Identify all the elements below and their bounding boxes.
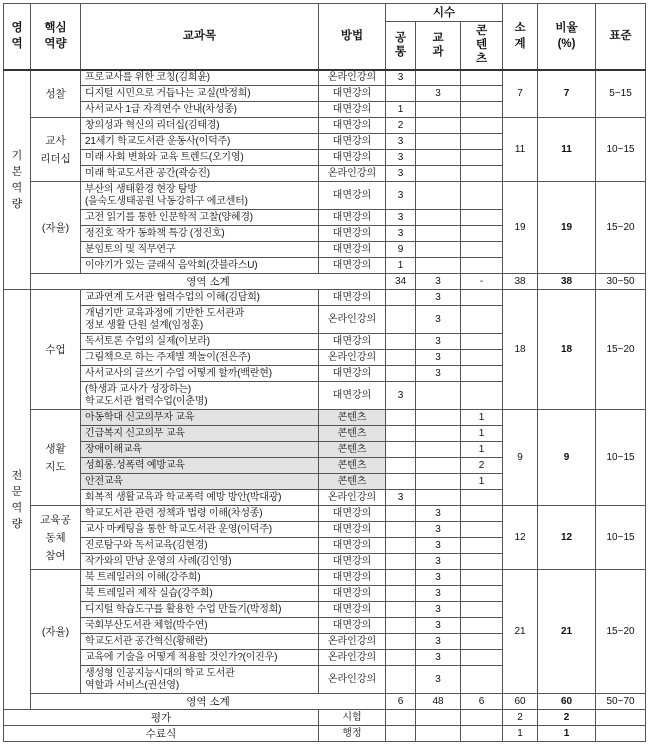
common-hours-cell: 3	[386, 134, 416, 150]
content-hours-cell: 1	[461, 474, 503, 490]
subtotal-cell: 21	[503, 570, 538, 694]
method-cell: 대면강의	[319, 506, 386, 522]
footer-label-cell: 평가	[4, 710, 319, 726]
ratio-cell: 11	[538, 118, 596, 182]
method-cell: 대면강의	[319, 554, 386, 570]
curriculum-hours-cell: 3	[416, 634, 461, 650]
common-hours-cell	[386, 522, 416, 538]
content-hours-cell	[461, 258, 503, 274]
curriculum-hours-cell: 3	[416, 290, 461, 306]
common-hours-cell	[386, 442, 416, 458]
method-cell: 온라인강의	[319, 70, 386, 86]
method-cell: 대면강의	[319, 522, 386, 538]
section-total-label: 영역 소계	[31, 694, 386, 710]
method-cell: 대면강의	[319, 242, 386, 258]
content-hours-cell	[461, 150, 503, 166]
content-hours-cell	[461, 226, 503, 242]
common-hours-cell: 3	[386, 382, 416, 410]
method-cell: 대면강의	[319, 258, 386, 274]
subject-cell: 디지털 학습도구를 활용한 수업 만들기(박정희)	[81, 602, 319, 618]
curriculum-hours-cell	[416, 134, 461, 150]
method-cell: 대면강의	[319, 602, 386, 618]
subject-cell: 21세기 학교도서관 운동사(이덕주)	[81, 134, 319, 150]
subject-cell: 진로탐구와 독서교육(김현경)	[81, 538, 319, 554]
ratio-cell: 9	[538, 410, 596, 506]
standard-cell: 30~50	[596, 274, 646, 290]
method-cell: 대면강의	[319, 210, 386, 226]
subject-cell: (학생과 교사가 성장하는) 학교도서관 협력수업(이춘명)	[81, 382, 319, 410]
curriculum-hours-cell: 3	[416, 666, 461, 694]
ratio-cell: 38	[538, 274, 596, 290]
content-hours-cell	[461, 306, 503, 334]
ratio-cell: 18	[538, 290, 596, 410]
common-hours-cell: 3	[386, 150, 416, 166]
common-hours-cell	[386, 602, 416, 618]
table-row	[4, 506, 646, 522]
header-curriculum: 교 과	[416, 22, 461, 70]
subject-cell: 미래 사회 변화와 교육 트렌드(오기영)	[81, 150, 319, 166]
content-hours-cell: 1	[461, 442, 503, 458]
curriculum-hours-cell	[416, 474, 461, 490]
common-hours-cell	[386, 350, 416, 366]
content-hours-cell	[461, 522, 503, 538]
subject-cell: 교사 마케팅을 통한 학교도서관 운영(이덕주)	[81, 522, 319, 538]
curriculum-hours-cell	[416, 710, 461, 726]
method-cell: 온라인강의	[319, 490, 386, 506]
method-cell: 온라인강의	[319, 166, 386, 182]
curriculum-hours-cell: 3	[416, 586, 461, 602]
common-hours-cell: 1	[386, 258, 416, 274]
method-cell: 대면강의	[319, 618, 386, 634]
ratio-cell: 1	[538, 726, 596, 742]
method-cell: 콘텐츠	[319, 474, 386, 490]
subject-cell: 부산의 생태환경 현장 탐방 (을숙도생태공원 낙동강하구 에코센터)	[81, 182, 319, 210]
common-hours-cell	[386, 426, 416, 442]
content-hours-cell: -	[461, 274, 503, 290]
competency-cell: (자율)	[31, 182, 81, 274]
subject-cell: 교과연계 도서관 협력수업의 이해(김담희)	[81, 290, 319, 306]
ratio-cell: 21	[538, 570, 596, 694]
common-hours-cell: 3	[386, 490, 416, 506]
common-hours-cell	[386, 538, 416, 554]
common-hours-cell	[386, 410, 416, 426]
curriculum-hours-cell	[416, 182, 461, 210]
curriculum-hours-cell: 3	[416, 350, 461, 366]
common-hours-cell	[386, 474, 416, 490]
common-hours-cell: 9	[386, 242, 416, 258]
content-hours-cell: 1	[461, 426, 503, 442]
standard-cell: 15~20	[596, 570, 646, 694]
subtotal-cell: 38	[503, 274, 538, 290]
common-hours-cell	[386, 650, 416, 666]
common-hours-cell: 3	[386, 182, 416, 210]
curriculum-hours-cell: 3	[416, 522, 461, 538]
content-hours-cell	[461, 242, 503, 258]
curriculum-hours-cell	[416, 258, 461, 274]
content-hours-cell	[461, 634, 503, 650]
table-header	[4, 4, 646, 70]
subject-cell: 정진호 작가 동화책 특강 (정진호)	[81, 226, 319, 242]
subject-cell: 국회부산도서관 체험(박수연)	[81, 618, 319, 634]
content-hours-cell: 6	[461, 694, 503, 710]
common-hours-cell	[386, 586, 416, 602]
ratio-cell: 60	[538, 694, 596, 710]
standard-cell: 15~20	[596, 182, 646, 274]
common-hours-cell	[386, 334, 416, 350]
curriculum-table	[3, 3, 646, 742]
method-cell: 대면강의	[319, 118, 386, 134]
content-hours-cell	[461, 554, 503, 570]
standard-cell: 10~15	[596, 410, 646, 506]
standard-cell: 10~15	[596, 506, 646, 570]
common-hours-cell	[386, 306, 416, 334]
table-row	[4, 410, 646, 426]
common-hours-cell: 3	[386, 70, 416, 86]
content-hours-cell	[461, 710, 503, 726]
content-hours-cell	[461, 102, 503, 118]
standard-cell: 10~15	[596, 118, 646, 182]
standard-cell: 15~20	[596, 290, 646, 410]
method-cell: 대면강의	[319, 134, 386, 150]
curriculum-hours-cell: 3	[416, 570, 461, 586]
common-hours-cell: 3	[386, 166, 416, 182]
header-common: 공 통	[386, 22, 416, 70]
method-cell: 콘텐츠	[319, 410, 386, 426]
curriculum-hours-cell: 3	[416, 506, 461, 522]
content-hours-cell	[461, 182, 503, 210]
standard-cell	[596, 726, 646, 742]
content-hours-cell	[461, 350, 503, 366]
curriculum-hours-cell	[416, 70, 461, 86]
curriculum-hours-cell	[416, 726, 461, 742]
header-hours: 시수	[386, 4, 503, 22]
content-hours-cell	[461, 366, 503, 382]
method-cell: 대면강의	[319, 382, 386, 410]
common-hours-cell: 2	[386, 118, 416, 134]
common-hours-cell	[386, 570, 416, 586]
common-hours-cell: 34	[386, 274, 416, 290]
header-content: 콘 텐 츠	[461, 22, 503, 70]
method-cell: 대면강의	[319, 182, 386, 210]
subject-cell: 긴급복지 신고의무 교육	[81, 426, 319, 442]
curriculum-hours-cell	[416, 410, 461, 426]
subject-cell: 교육에 기술을 어떻게 적용할 것인가?(이진우)	[81, 650, 319, 666]
subject-cell: 회복적 생활교육과 학교폭력 예방 방안(박대광)	[81, 490, 319, 506]
curriculum-hours-cell: 48	[416, 694, 461, 710]
subject-cell: 분임토의 및 직무연구	[81, 242, 319, 258]
curriculum-hours-cell: 3	[416, 618, 461, 634]
curriculum-hours-cell: 3	[416, 366, 461, 382]
competency-cell: 수업	[31, 290, 81, 410]
common-hours-cell	[386, 710, 416, 726]
content-hours-cell	[461, 118, 503, 134]
table-row	[4, 182, 646, 210]
table-row	[4, 710, 646, 726]
content-hours-cell	[461, 650, 503, 666]
method-cell: 대면강의	[319, 538, 386, 554]
table-row	[4, 726, 646, 742]
curriculum-hours-cell	[416, 150, 461, 166]
method-cell: 대면강의	[319, 102, 386, 118]
header-ratio: 비율 (%)	[538, 4, 596, 70]
content-hours-cell	[461, 210, 503, 226]
curriculum-hours-cell: 3	[416, 86, 461, 102]
subtotal-cell: 19	[503, 182, 538, 274]
header-competency: 핵심 역량	[31, 4, 81, 70]
curriculum-hours-cell: 3	[416, 650, 461, 666]
footer-label-cell: 수료식	[4, 726, 319, 742]
method-cell: 콘텐츠	[319, 442, 386, 458]
content-hours-cell	[461, 334, 503, 350]
curriculum-hours-cell: 3	[416, 274, 461, 290]
subject-cell: 창의성과 혁신의 리더십(김태경)	[81, 118, 319, 134]
curriculum-hours-cell: 3	[416, 334, 461, 350]
table-row	[4, 570, 646, 586]
subject-cell: 학교도서관 관련 정책과 법령 이해(차성종)	[81, 506, 319, 522]
curriculum-hours-cell: 3	[416, 554, 461, 570]
content-hours-cell: 2	[461, 458, 503, 474]
content-hours-cell	[461, 538, 503, 554]
standard-cell: 50~70	[596, 694, 646, 710]
ratio-cell: 19	[538, 182, 596, 274]
subject-cell: 미래 학교도서관 공간(곽승진)	[81, 166, 319, 182]
ratio-cell: 12	[538, 506, 596, 570]
subtotal-cell: 1	[503, 726, 538, 742]
subject-cell: 북 트레일러의 이해(강주희)	[81, 570, 319, 586]
common-hours-cell	[386, 86, 416, 102]
common-hours-cell	[386, 618, 416, 634]
subtotal-cell: 12	[503, 506, 538, 570]
content-hours-cell	[461, 666, 503, 694]
subject-cell: 독서토론 수업의 실제(이보라)	[81, 334, 319, 350]
curriculum-hours-cell	[416, 458, 461, 474]
common-hours-cell	[386, 366, 416, 382]
method-cell: 대면강의	[319, 226, 386, 242]
content-hours-cell	[461, 570, 503, 586]
method-cell: 대면강의	[319, 150, 386, 166]
ratio-cell: 7	[538, 70, 596, 118]
content-hours-cell	[461, 86, 503, 102]
header-subtotal: 소 계	[503, 4, 538, 70]
content-hours-cell	[461, 290, 503, 306]
curriculum-hours-cell: 3	[416, 538, 461, 554]
method-cell: 대면강의	[319, 586, 386, 602]
table-body	[4, 70, 646, 742]
common-hours-cell: 3	[386, 210, 416, 226]
subtotal-cell: 60	[503, 694, 538, 710]
common-hours-cell	[386, 458, 416, 474]
curriculum-hours-cell	[416, 382, 461, 410]
method-cell: 온라인강의	[319, 350, 386, 366]
content-hours-cell: 1	[461, 410, 503, 426]
subject-cell: 사서교사의 글쓰기 수업 어떻게 할까(백란현)	[81, 366, 319, 382]
common-hours-cell	[386, 506, 416, 522]
subject-cell: 이야기가 있는 클래식 음악회(갓블라스U)	[81, 258, 319, 274]
standard-cell	[596, 710, 646, 726]
competency-cell: 성찰	[31, 70, 81, 118]
standard-cell: 5~15	[596, 70, 646, 118]
subject-cell: 학교도서관 공간혁신(황해란)	[81, 634, 319, 650]
subtotal-cell: 11	[503, 118, 538, 182]
curriculum-hours-cell	[416, 426, 461, 442]
method-cell: 온라인강의	[319, 650, 386, 666]
content-hours-cell	[461, 70, 503, 86]
content-hours-cell	[461, 490, 503, 506]
header-method: 방법	[319, 4, 386, 70]
table-row	[4, 290, 646, 306]
method-cell: 콘텐츠	[319, 426, 386, 442]
method-cell: 온라인강의	[319, 306, 386, 334]
curriculum-hours-cell	[416, 210, 461, 226]
header-subject: 교과목	[81, 4, 319, 70]
content-hours-cell	[461, 586, 503, 602]
method-cell: 대면강의	[319, 366, 386, 382]
method-cell: 온라인강의	[319, 666, 386, 694]
subject-cell: 사서교사 1급 자격연수 안내(차성종)	[81, 102, 319, 118]
subtotal-cell: 18	[503, 290, 538, 410]
subject-cell: 아동학대 신고의무자 교육	[81, 410, 319, 426]
curriculum-hours-cell	[416, 118, 461, 134]
curriculum-hours-cell	[416, 490, 461, 506]
competency-cell: (자율)	[31, 570, 81, 694]
subject-cell: 장애이해교육	[81, 442, 319, 458]
common-hours-cell: 3	[386, 226, 416, 242]
table-row	[4, 70, 646, 86]
common-hours-cell	[386, 634, 416, 650]
common-hours-cell: 6	[386, 694, 416, 710]
common-hours-cell	[386, 726, 416, 742]
content-hours-cell	[461, 618, 503, 634]
subtotal-cell: 9	[503, 410, 538, 506]
header-area: 영 역	[4, 4, 31, 70]
subject-cell: 프로교사를 위한 코칭(김희윤)	[81, 70, 319, 86]
common-hours-cell	[386, 666, 416, 694]
content-hours-cell	[461, 506, 503, 522]
header-standard: 표준	[596, 4, 646, 70]
area-cell: 전 문 역 량	[4, 290, 31, 710]
method-cell: 대면강의	[319, 86, 386, 102]
content-hours-cell	[461, 134, 503, 150]
competency-cell: 교육공 동체 참여	[31, 506, 81, 570]
method-cell: 대면강의	[319, 570, 386, 586]
table-row	[4, 118, 646, 134]
section-total-label: 영역 소계	[31, 274, 386, 290]
curriculum-hours-cell	[416, 166, 461, 182]
common-hours-cell: 1	[386, 102, 416, 118]
method-cell: 행정	[319, 726, 386, 742]
method-cell: 콘텐츠	[319, 458, 386, 474]
table-row	[4, 274, 646, 290]
method-cell: 시험	[319, 710, 386, 726]
content-hours-cell	[461, 382, 503, 410]
method-cell: 대면강의	[319, 334, 386, 350]
subject-cell: 성희롱.성폭력 예방교육	[81, 458, 319, 474]
subject-cell: 디지털 시민으로 거듭나는 교실(박정희)	[81, 86, 319, 102]
content-hours-cell	[461, 726, 503, 742]
competency-cell: 교사 리더십	[31, 118, 81, 182]
table-row	[4, 694, 646, 710]
header-row	[4, 4, 646, 22]
curriculum-hours-cell: 3	[416, 306, 461, 334]
curriculum-hours-cell	[416, 226, 461, 242]
subtotal-cell: 2	[503, 710, 538, 726]
subject-cell: 개념기반 교육과정에 기반한 도서관과 정보 생활 단원 설계(임정훈)	[81, 306, 319, 334]
curriculum-hours-cell	[416, 102, 461, 118]
content-hours-cell	[461, 166, 503, 182]
subject-cell: 북 트레일러 제작 실습(강주희)	[81, 586, 319, 602]
area-cell: 기 본 역 량	[4, 70, 31, 290]
common-hours-cell	[386, 290, 416, 306]
curriculum-hours-cell	[416, 242, 461, 258]
subject-cell: 생성형 인공지능시대의 학교 도서관 역할과 서비스(권선영)	[81, 666, 319, 694]
subject-cell: 작가와의 만남 운영의 사례(김인영)	[81, 554, 319, 570]
content-hours-cell	[461, 602, 503, 618]
curriculum-hours-cell: 3	[416, 602, 461, 618]
common-hours-cell	[386, 554, 416, 570]
competency-cell: 생활 지도	[31, 410, 81, 506]
curriculum-hours-cell	[416, 442, 461, 458]
subject-cell: 안전교육	[81, 474, 319, 490]
subject-cell: 그림책으로 하는 주제별 책놀이(전은주)	[81, 350, 319, 366]
subject-cell: 고전 읽기를 통한 인문학적 고찰(양혜경)	[81, 210, 319, 226]
method-cell: 온라인강의	[319, 634, 386, 650]
subtotal-cell: 7	[503, 70, 538, 118]
method-cell: 대면강의	[319, 290, 386, 306]
ratio-cell: 2	[538, 710, 596, 726]
